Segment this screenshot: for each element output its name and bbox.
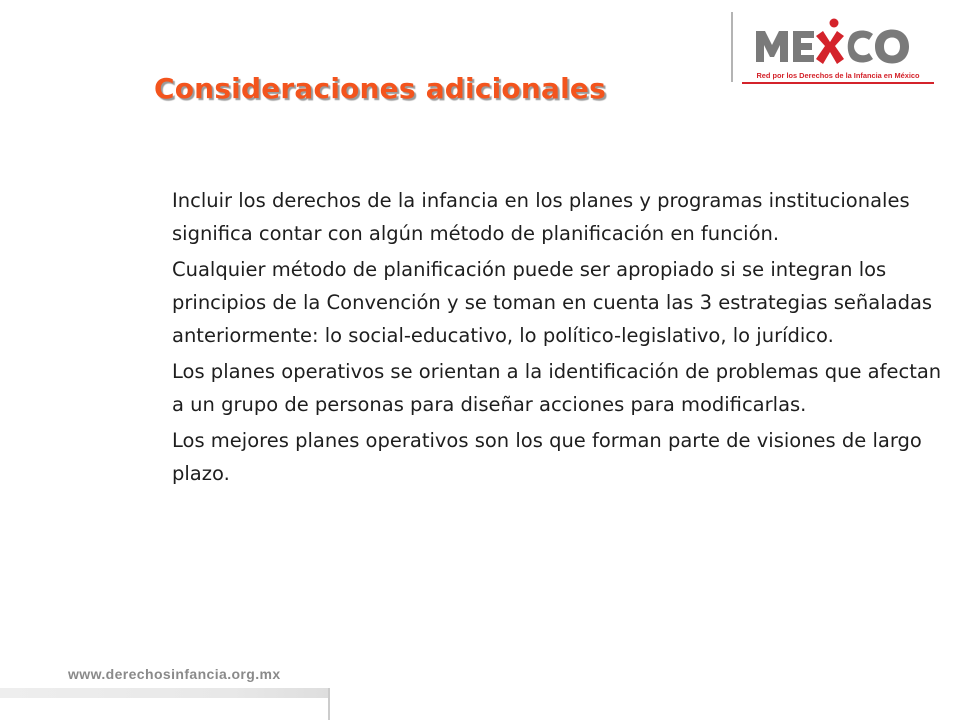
slide-body	[172, 184, 952, 493]
paragraph: Incluir los derechos de la infancia en los planes y programas institucionales significa contar con algún método de planificación en función.	[172, 189, 910, 245]
organization-logo	[742, 14, 942, 88]
footer-divider	[328, 688, 330, 720]
paragraph: Cualquier método de planificación puede ser apropiado si se integran los principios de la Convención y se toman en cuenta las 3 estrategias señaladas anteriormente: lo social-educativo, lo político-legislativo, lo jurídico.	[172, 258, 933, 347]
footer-bar	[0, 688, 330, 698]
logo-child-figure	[816, 19, 844, 65]
logo-wordmark	[742, 14, 934, 68]
paragraph: Los planes operativos se orientan a la identificación de problemas que afectan a un grupo de personas para diseñar acciones para modificarlas.	[172, 360, 942, 416]
footer-url: www.derechosinfancia.org.mx	[68, 666, 281, 682]
logo-divider	[731, 12, 733, 82]
paragraph: Los mejores planes operativos son los que forman parte de visiones de largo plazo.	[172, 429, 922, 485]
logo-caption: Red por los Derechos de la Infancia en México	[742, 69, 934, 84]
slide-title: Consideraciones adicionales	[154, 72, 606, 105]
